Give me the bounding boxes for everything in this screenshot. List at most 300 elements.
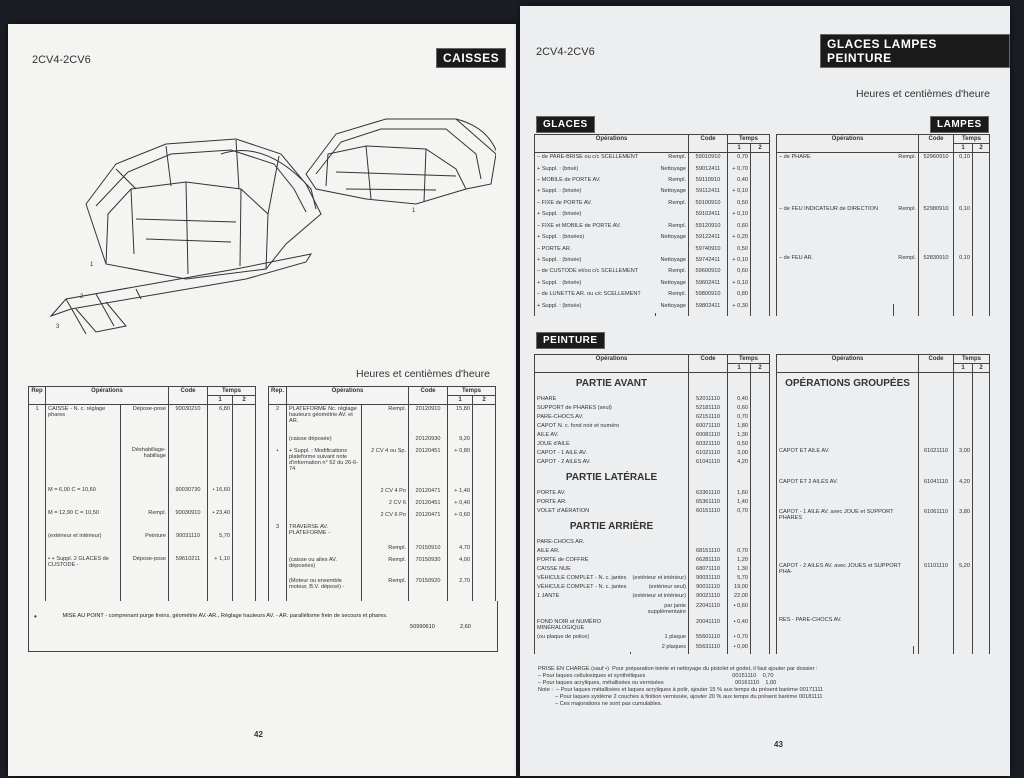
time-cell: 4,70: [448, 544, 473, 556]
spacer-cell: [728, 313, 751, 316]
code-cell: 61041110: [689, 458, 728, 467]
operation-cell: [46, 446, 121, 486]
operation-cell: CAISSE - N. c. réglage phares: [46, 405, 121, 447]
operation-cell: CAISSE NUE: [535, 565, 631, 574]
table-row: [535, 538, 770, 547]
sub-operation-cell: Nettoyage: [655, 256, 688, 267]
code-cell: 20120471: [409, 487, 448, 499]
time2-cell: [751, 565, 770, 574]
page-number: 43: [774, 740, 783, 749]
sub-operation-cell: Rempl.: [362, 405, 409, 436]
table-row: [777, 562, 990, 616]
operation-cell: [287, 487, 362, 499]
col-temps: Temps: [728, 135, 770, 144]
sub-operation-cell: 2 CV 4 ou Sp.: [362, 447, 409, 486]
sub-operation-cell: 2 plaques: [630, 643, 688, 652]
partie-arriere-title: PARTIE ARRIÈRE: [535, 516, 689, 538]
time-cell: 0,10: [954, 254, 973, 303]
col-ops: Opérations: [535, 355, 689, 373]
code-cell: [919, 616, 954, 647]
time-cell: 0,70: [728, 153, 751, 165]
mise-au-point-time: 2,60: [460, 624, 471, 630]
time2-cell: [751, 547, 770, 556]
operation-cell: + Suppl. : Modifications plateforme suivant note d'information n° 62 du 26-6-74: [287, 447, 362, 486]
time-cell: [208, 446, 233, 486]
sub-operation-cell: Peinture: [121, 532, 169, 555]
time-cell: 0,60: [728, 404, 751, 413]
table-row: [535, 556, 770, 565]
note-line: Note : – Pour laques métallisées et laques acryliques à polir, ajouter 15 % aux temps du présent barème 00171111: [538, 687, 824, 693]
time-cell: [728, 516, 751, 538]
spacer-cell: [630, 652, 688, 654]
operation-cell: PORTE AR.: [535, 498, 631, 507]
table-row: [29, 446, 256, 486]
code-cell: 22041110: [689, 602, 728, 618]
table-row: [29, 555, 256, 595]
operation-cell: – MOBILE de PORTE AV.: [535, 176, 656, 187]
rep-cell: [29, 555, 46, 595]
code-cell: 59602411: [689, 279, 728, 290]
rep-cell: [29, 446, 46, 486]
sub-operation-cell: (extérieur et intérieur): [630, 592, 688, 601]
time2-cell: [973, 616, 990, 647]
left-page: [8, 24, 516, 776]
sub-operation-cell: Rempl.: [362, 544, 409, 556]
table-row: [269, 544, 496, 556]
spacer-cell: [919, 304, 954, 316]
code-cell: 59740910: [689, 245, 728, 256]
sub-operation-cell: Rempl.: [655, 290, 688, 301]
time2-cell: [751, 467, 770, 489]
sub-operation-cell: Rempl.: [893, 254, 918, 303]
sub-operation-cell: Rempl.: [362, 577, 409, 598]
code-cell: 90030910: [169, 509, 208, 532]
col-ops: Opérations: [777, 135, 919, 153]
col-ops: Opérations: [535, 135, 689, 153]
operation-cell: • + Suppl. 2 GLACES de CUSTODE -: [46, 555, 121, 595]
code-cell: 90031110: [169, 532, 208, 555]
rep-cell: [269, 556, 287, 577]
code-cell: 59800910: [689, 290, 728, 301]
code-cell: 90031110: [689, 574, 728, 583]
page-number: 42: [254, 730, 263, 739]
time-cell: 9,20: [448, 435, 473, 447]
note-line: – Pour laques cellulosiques et synthétiques 00151110 0,70: [538, 673, 774, 679]
rep-cell: 2: [269, 405, 287, 436]
time2-cell: [751, 153, 770, 165]
code-cell: 61101110: [919, 562, 954, 616]
time-cell: • 0,90: [728, 643, 751, 652]
operation-cell: PARE-CHOCS AR.: [535, 538, 631, 547]
time-cell: 15,80: [448, 405, 473, 436]
time-cell: [448, 523, 473, 544]
sub-operation-cell: Nettoyage: [655, 302, 688, 313]
time-cell: 3,00: [954, 447, 973, 478]
col-t1: 1: [954, 144, 973, 153]
sub-operation-cell: [630, 538, 688, 547]
rep-cell: 3: [269, 523, 287, 544]
table-row: [535, 413, 770, 422]
glaces-tag: GLACES: [536, 116, 595, 133]
spacer-cell: [751, 313, 770, 316]
time-cell: 1,80: [728, 422, 751, 431]
operation-cell: (ou plaque de police): [535, 633, 631, 642]
table-row: [535, 507, 770, 516]
table-row: [535, 153, 770, 165]
operation-cell: VOLET d'AÉRATION: [535, 507, 631, 516]
col-temps: Temps: [448, 387, 496, 396]
sub-operation-cell: [121, 486, 169, 509]
code-cell: 20120471: [409, 511, 448, 523]
time2-cell: [973, 478, 990, 509]
code-cell: 61061110: [919, 508, 954, 562]
table-row: [535, 602, 770, 618]
col-t2: 2: [751, 364, 770, 373]
time-cell: • 0,60: [728, 602, 751, 618]
operation-cell: + Suppl. : (brisée): [535, 279, 656, 290]
sub-operation-cell: [630, 498, 688, 507]
code-cell: 90021110: [689, 592, 728, 601]
time-cell: [728, 538, 751, 547]
operation-cell: [287, 511, 362, 523]
table-row: [777, 205, 990, 254]
time-cell: • 0,70: [728, 633, 751, 642]
code-cell: 52980910: [919, 205, 954, 254]
time2-cell: [751, 267, 770, 278]
time2-cell: [973, 373, 990, 448]
model-label: 2CV4-2CV6: [536, 46, 595, 58]
code-cell: 59010910: [689, 153, 728, 165]
operation-cell: CAPOT N. c. fond noir et numéro: [535, 422, 631, 431]
time2-cell: [751, 422, 770, 431]
time2-cell: [751, 583, 770, 592]
table-row: [535, 592, 770, 601]
table-row: [535, 233, 770, 244]
time-cell: 1,20: [728, 556, 751, 565]
code-cell: 59102411: [689, 210, 728, 221]
time-cell: + 0,60: [448, 511, 473, 523]
operation-cell: – de CUSTODE et/ou c/c SCELLEMENT: [535, 267, 656, 278]
table-row: [269, 577, 496, 598]
col-code: Code: [689, 135, 728, 153]
operation-cell: [535, 643, 631, 652]
operation-cell: PHARE: [535, 395, 631, 404]
time2-cell: [473, 487, 496, 499]
code-cell: 59100910: [689, 199, 728, 210]
code-cell: 61041110: [919, 478, 954, 509]
time2-cell: [473, 544, 496, 556]
table-row: [269, 447, 496, 486]
table-row: [535, 498, 770, 507]
operation-cell: PORTE AV.: [535, 489, 631, 498]
operation-cell: + Suppl. : (brisée): [535, 210, 656, 221]
spacer-cell: [535, 313, 656, 316]
time2-cell: [751, 302, 770, 313]
time-cell: 0,50: [728, 199, 751, 210]
table-row: [777, 508, 990, 562]
table-row: [29, 486, 256, 509]
col-code: Code: [919, 135, 954, 153]
code-cell: 70150920: [409, 577, 448, 598]
sub-operation-cell: Dépose-pose: [121, 405, 169, 447]
table-row-spacer: [535, 313, 770, 316]
code-cell: 60071110: [689, 422, 728, 431]
code-cell: 59110910: [689, 176, 728, 187]
heures-label: Heures et centièmes d'heure: [356, 368, 490, 380]
code-cell: 90030730: [169, 486, 208, 509]
time-cell: 0,70: [728, 507, 751, 516]
time2-cell: [973, 447, 990, 478]
operation-cell: AILE AV.: [535, 431, 631, 440]
operation-cell: + Suppl. : (brisé): [535, 165, 656, 176]
spacer-cell: [535, 652, 631, 654]
sub-operation-cell: [630, 458, 688, 467]
section-title-row: [777, 373, 990, 448]
sub-operation-cell: [630, 547, 688, 556]
operation-cell: (caisse déposée): [287, 435, 362, 447]
time-cell: + 0,10: [728, 187, 751, 198]
code-cell: 90030210: [169, 405, 208, 447]
sub-operation-cell: Rempl.: [121, 509, 169, 532]
time2-cell: [751, 574, 770, 583]
time-cell: 0,60: [728, 222, 751, 233]
sub-operation-cell: Nettoyage: [655, 233, 688, 244]
operations-groupees-title: OPÉRATIONS GROUPÉES: [777, 373, 919, 448]
operation-cell: CAPOT - 1 AILE AV.: [535, 449, 631, 458]
code-cell: 20120930: [409, 435, 448, 447]
col-t2: 2: [233, 396, 256, 405]
mise-au-point-text: MISE AU POINT - comprenant purge freins, géométrie AV.-AR., Réglage hauteurs AV. - AR. parallélisme frein de secours et phares.: [62, 613, 388, 619]
table-row: [535, 431, 770, 440]
operation-cell: [535, 602, 631, 618]
table-row: [777, 254, 990, 303]
col-t1: 1: [728, 144, 751, 153]
lampes-tag: LAMPES: [930, 116, 989, 133]
time-cell: [954, 616, 973, 647]
spacer-cell: [751, 652, 770, 654]
table-row: [535, 489, 770, 498]
code-cell: 61021110: [919, 447, 954, 478]
col-t2: 2: [473, 396, 496, 405]
time2-cell: [751, 507, 770, 516]
time2-cell: [233, 405, 256, 447]
table-row-spacer: [777, 304, 990, 316]
peinture-tag: PEINTURE: [536, 332, 605, 349]
rep-cell: [29, 532, 46, 555]
sub-operation-cell: (extérieur seul): [630, 583, 688, 592]
time2-cell: [473, 405, 496, 436]
caisses-table-1: [28, 386, 256, 601]
spacer-cell: [777, 646, 914, 654]
partie-avant-title: PARTIE AVANT: [535, 373, 689, 395]
operation-cell: JOUE d'AILE: [535, 440, 631, 449]
time-cell: 1,30: [728, 565, 751, 574]
note-line: PRISE EN CHARGE (sauf •) Pour préparation teinte et nettoyage du pistolet et godet, il faut ajouter par dossier :: [538, 666, 818, 672]
time2-cell: [751, 602, 770, 618]
sub-operation-cell: (extérieur et intérieur): [630, 574, 688, 583]
table-row: [535, 210, 770, 221]
sub-operation-cell: [630, 618, 688, 634]
time2-cell: [751, 449, 770, 458]
operation-cell: (Moteur ou ensemble moteur, B.V. déposé) -: [287, 577, 362, 598]
table-row: [535, 199, 770, 210]
time-cell: 19,00: [728, 583, 751, 592]
operation-cell: CAPOT - 2 AILES AV.: [535, 458, 631, 467]
table-row: [535, 165, 770, 176]
sub-operation-cell: [630, 507, 688, 516]
table-row: [777, 478, 990, 509]
table-row: [535, 187, 770, 198]
time-cell: [728, 373, 751, 395]
table-row: [535, 458, 770, 467]
table-row: [535, 290, 770, 301]
col-temps: Temps: [954, 135, 990, 144]
time-cell: 5,20: [954, 562, 973, 616]
time2-cell: [751, 373, 770, 395]
table-row: [269, 556, 496, 577]
model-label: 2CV4-2CV6: [32, 54, 91, 66]
code-cell: 59012411: [689, 165, 728, 176]
code-cell: 70150930: [409, 556, 448, 577]
sub-operation-cell: [630, 489, 688, 498]
operation-cell: PLATEFORME Nc. réglage hauteurs géométrie AV. et AR.: [287, 405, 362, 436]
table-row: [535, 583, 770, 592]
code-cell: 62151110: [689, 413, 728, 422]
note-line: – Ces majorations ne sont pas cumulables.: [538, 701, 663, 707]
table-row: [269, 435, 496, 447]
operation-cell: [287, 544, 362, 556]
mise-au-point-bullet: •: [34, 612, 37, 621]
time2-cell: [751, 498, 770, 507]
table-row: [535, 449, 770, 458]
code-cell: 60151110: [689, 507, 728, 516]
time2-cell: [751, 233, 770, 244]
time-cell: • 0,40: [728, 618, 751, 634]
table-row: [535, 440, 770, 449]
sub-operation-cell: [630, 404, 688, 413]
col-code: Code: [169, 387, 208, 405]
col-ops: Opérations: [777, 355, 919, 373]
callout-1: 1: [90, 262, 94, 268]
time-cell: 3,80: [954, 508, 973, 562]
rep-cell: [269, 577, 287, 598]
sub-operation-cell: [630, 449, 688, 458]
time-cell: + 0,30: [728, 302, 751, 313]
heures-label: Heures et centièmes d'heure: [856, 88, 990, 100]
time-cell: + 0,20: [728, 233, 751, 244]
rep-cell: [269, 435, 287, 447]
time-cell: 1,40: [728, 498, 751, 507]
col-temps: Temps: [954, 355, 990, 364]
time2-cell: [233, 509, 256, 532]
code-cell: 52011110: [689, 395, 728, 404]
sub-operation-cell: Dépose-pose: [121, 555, 169, 595]
time-cell: 0,50: [728, 440, 751, 449]
sub-operation-cell: [655, 245, 688, 256]
time2-cell: [473, 447, 496, 486]
col-t2: 2: [751, 144, 770, 153]
mise-au-point-code: 50990610: [410, 624, 435, 630]
time2-cell: [473, 523, 496, 544]
operation-cell: SUPPORT de PHARES (seul): [535, 404, 631, 413]
col-code: Code: [689, 355, 728, 373]
time2-cell: [233, 532, 256, 555]
code-cell: [919, 373, 954, 448]
time-cell: 1,60: [728, 489, 751, 498]
time-cell: + 0,70: [728, 165, 751, 176]
operation-cell: VÉHICULE COMPLET - N. c. jantes: [535, 583, 631, 592]
car-body-illustration: [36, 94, 496, 334]
col-t1: 1: [448, 396, 473, 405]
table-row: [269, 499, 496, 511]
table-row: [777, 616, 990, 647]
col-code: Code: [919, 355, 954, 373]
operation-cell: + Suppl. : (brisée): [535, 187, 656, 198]
col-rep: Rep.: [269, 387, 287, 405]
operation-cell: – FIXE et MOBILE de PORTE AV.: [535, 222, 656, 233]
sub-operation-cell: [630, 413, 688, 422]
col-t1: 1: [954, 364, 973, 373]
time2-cell: [751, 618, 770, 634]
spacer-cell: [655, 313, 688, 316]
rep-cell: [269, 544, 287, 556]
sub-operation-cell: Nettoyage: [655, 279, 688, 290]
sub-operation-cell: par jante supplémentaire: [630, 602, 688, 618]
time2-cell: [751, 279, 770, 290]
time-cell: + 0,10: [728, 210, 751, 221]
sub-operation-cell: [630, 440, 688, 449]
spacer-cell: [893, 304, 918, 316]
time2-cell: [973, 254, 990, 303]
time2-cell: [473, 435, 496, 447]
code-cell: 20120451: [409, 499, 448, 511]
table-row: [535, 547, 770, 556]
sub-operation-cell: 2 CV 6 Po: [362, 511, 409, 523]
table-row: [29, 405, 256, 447]
operation-cell: + Suppl. : (brisée): [535, 302, 656, 313]
table-row: [777, 447, 990, 478]
sub-operation-cell: Rempl.: [362, 556, 409, 577]
col-t1: 1: [208, 396, 233, 405]
rep-cell: [269, 487, 287, 499]
code-cell: 60321110: [689, 440, 728, 449]
operation-cell: (caisse ou ailes AV. déposées): [287, 556, 362, 577]
section-title-row: [535, 467, 770, 489]
time-cell: + 0,10: [728, 256, 751, 267]
table-row: [269, 511, 496, 523]
time-cell: 4,20: [728, 458, 751, 467]
time2-cell: [233, 446, 256, 486]
table-row: [535, 633, 770, 642]
sub-operation-cell: [630, 565, 688, 574]
callout-3: 3: [56, 324, 60, 330]
time2-cell: [233, 486, 256, 509]
operation-cell: (extérieur et intérieur): [46, 532, 121, 555]
code-cell: [689, 516, 728, 538]
table-row-spacer: [777, 646, 990, 654]
time-cell: 0,10: [954, 205, 973, 254]
rep-cell: •: [269, 447, 287, 486]
table-row: [535, 643, 770, 652]
time2-cell: [473, 511, 496, 523]
operation-cell: M = 12,90 C = 10,50: [46, 509, 121, 532]
time2-cell: [751, 440, 770, 449]
sub-operation-cell: Rempl.: [655, 153, 688, 165]
section-title-row: [535, 516, 770, 538]
operation-cell: RES - PARE-CHOCS AV.: [777, 616, 914, 647]
code-cell: [169, 446, 208, 486]
code-cell: 59802411: [689, 302, 728, 313]
